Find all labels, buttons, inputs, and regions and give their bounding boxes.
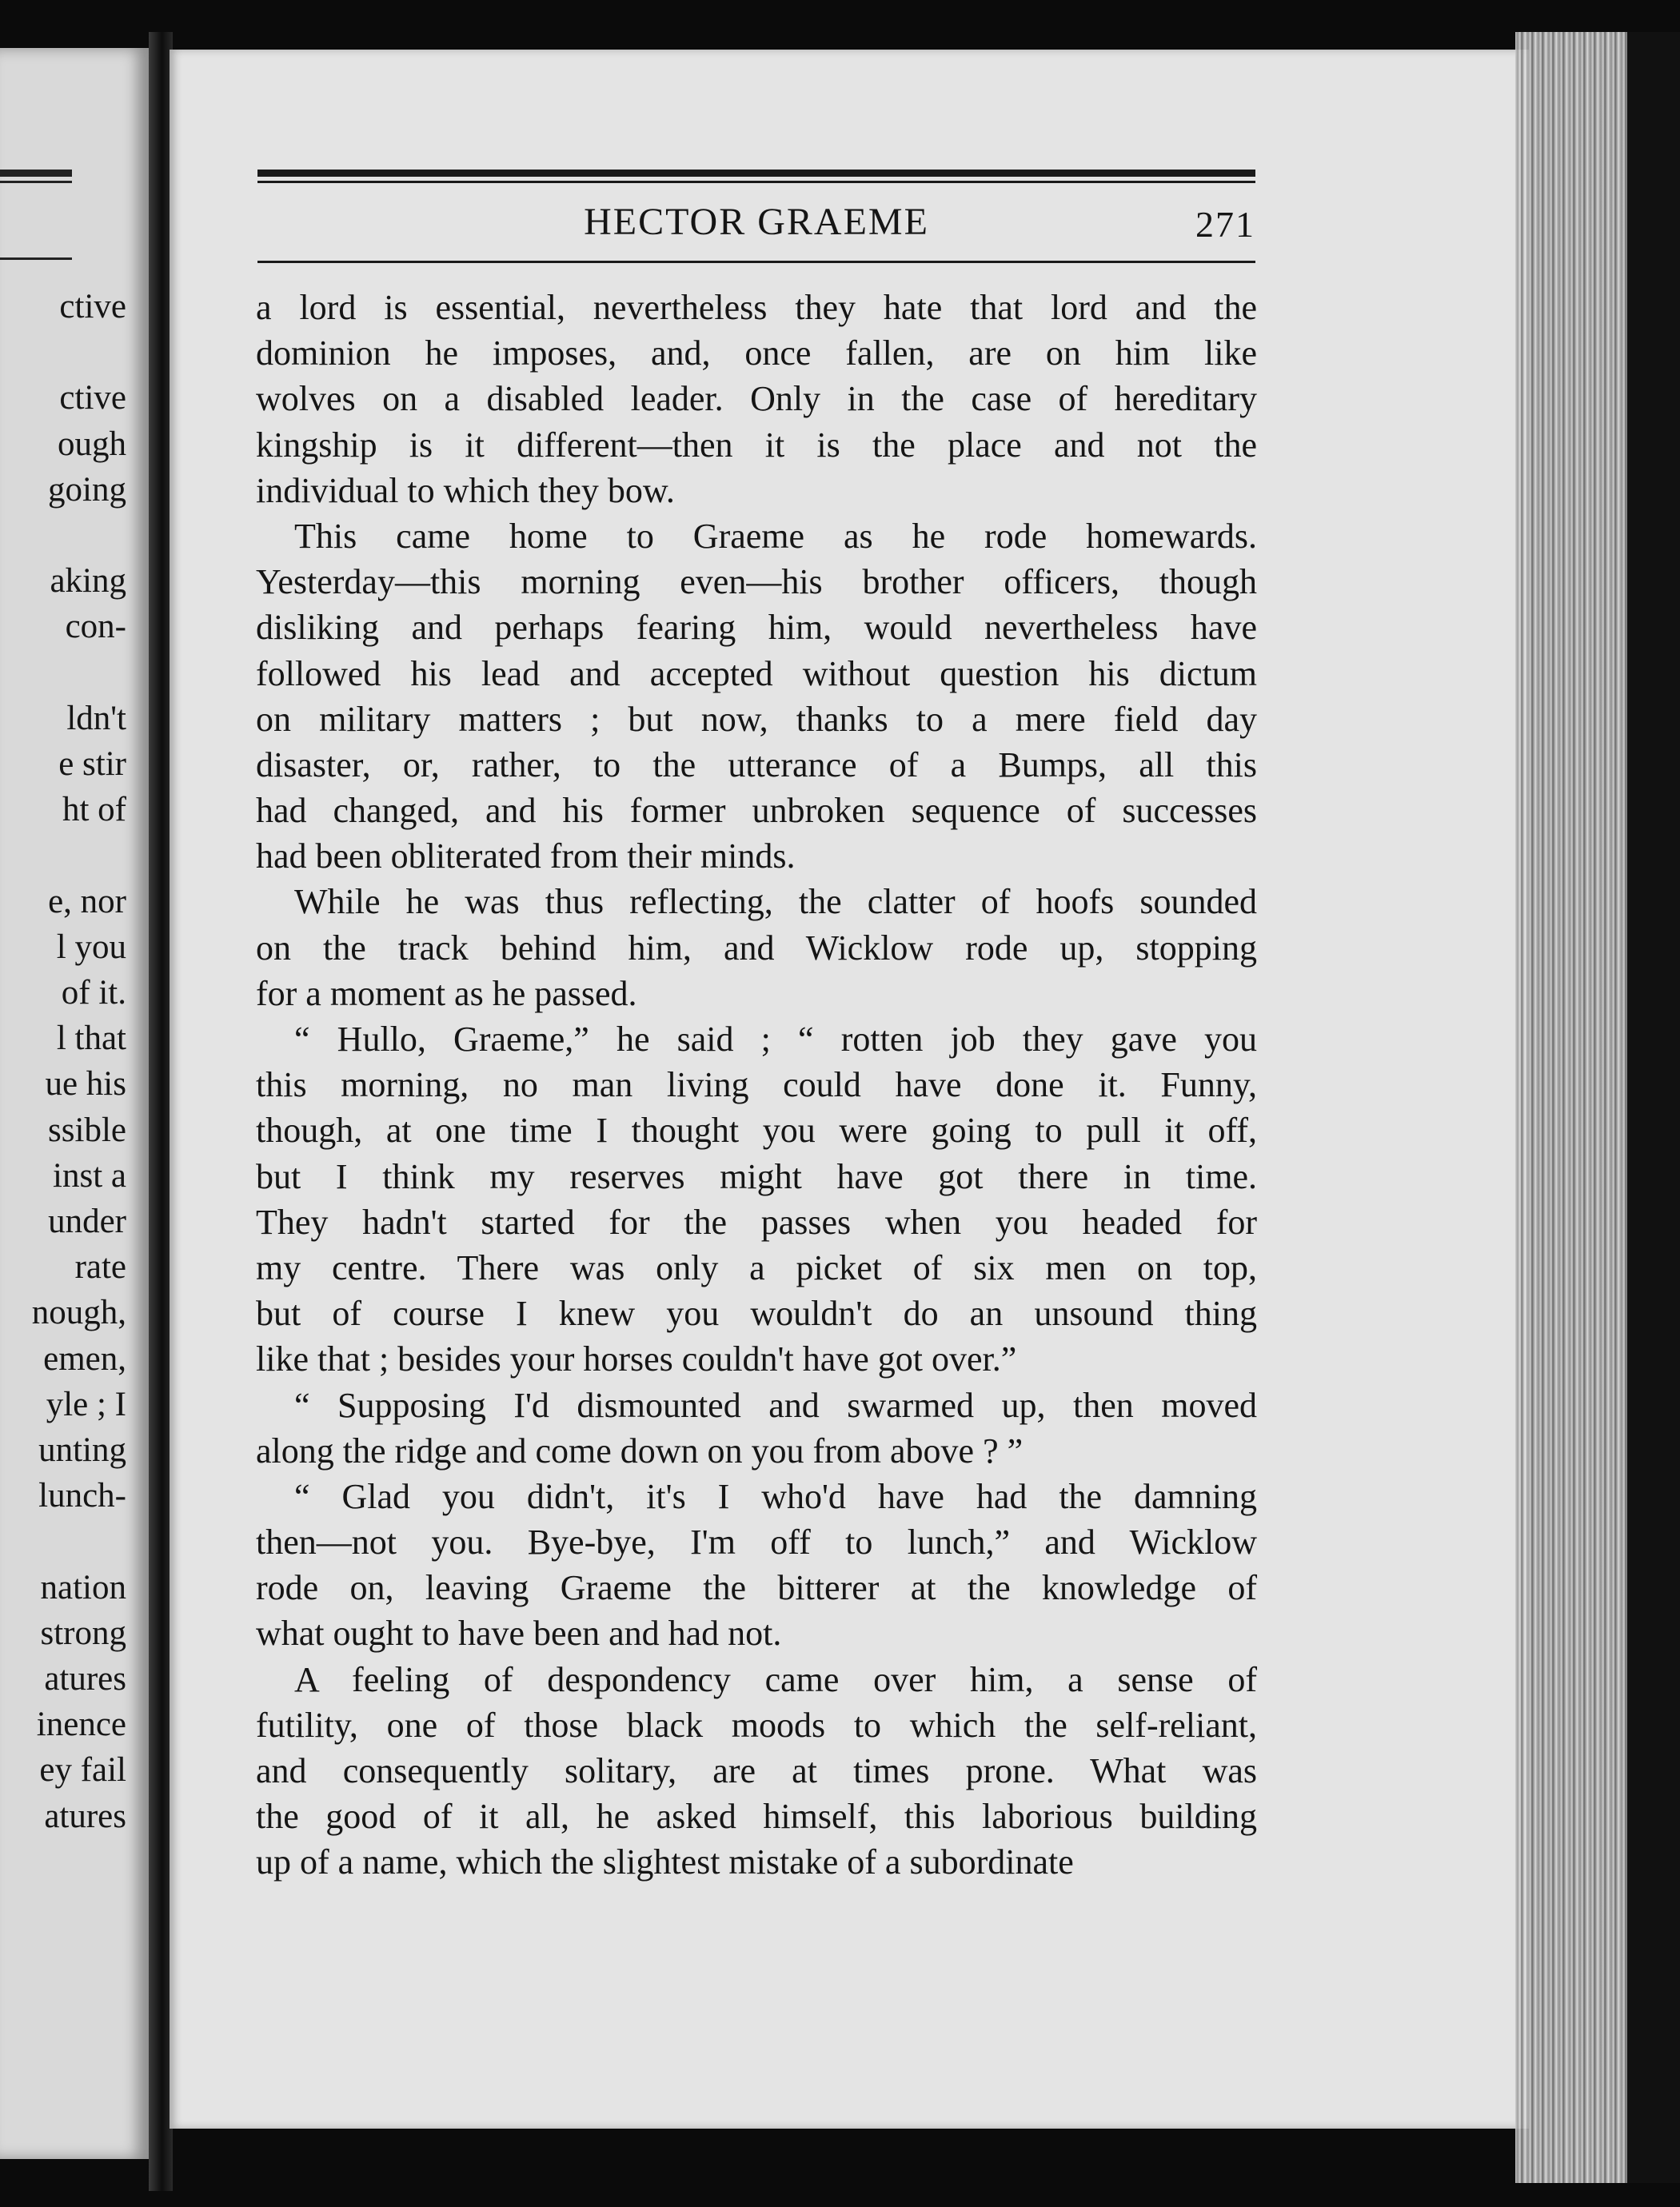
previous-page-fragment: ht of — [62, 791, 126, 829]
text-line: disliking and perhaps fearing him, would nevertheless have — [256, 608, 1257, 648]
text-line: along the ridge and come down on you from above ? ” — [256, 1431, 1024, 1471]
previous-page-fragment: e stir — [58, 745, 126, 783]
previous-page-fragment: atures — [44, 1660, 126, 1698]
header-rule-under — [257, 261, 1255, 263]
text-line: While he was thus reflecting, the clatter of hoofs sounded — [294, 882, 1257, 922]
running-head — [257, 200, 1255, 256]
text-line: though, at one time I thought you were going to pull it off, — [256, 1111, 1257, 1151]
text-line: but of course I knew you wouldn't do an unsound thing — [256, 1294, 1257, 1334]
previous-page-fragment: ey fail — [39, 1751, 126, 1790]
text-line: rode on, leaving Graeme the bitterer at the knowledge of — [256, 1568, 1257, 1608]
text-line: followed his lead and accepted without question his dictum — [256, 653, 1257, 693]
left-page-rule — [0, 170, 72, 177]
header-rule-thin — [257, 181, 1255, 183]
text-line: on military matters ; but now, thanks to a mere field day — [256, 699, 1257, 739]
background-edge — [1627, 32, 1680, 2183]
text-line: up of a name, which the slightest mistake of a subordinate — [256, 1842, 1074, 1882]
text-line: kingship is it different—then it is the place and not the — [256, 425, 1257, 465]
previous-page-fragment: of it. — [61, 974, 126, 1012]
previous-page-fragment: strong — [40, 1614, 126, 1652]
previous-page-fragment: nation — [40, 1568, 126, 1606]
left-page-rule — [0, 181, 72, 183]
previous-page-fragment: under — [48, 1203, 126, 1240]
previous-page-fragment: ctive — [59, 288, 126, 325]
previous-page-fragment: l that — [56, 1020, 126, 1058]
previous-page-fragment: going — [48, 470, 126, 509]
text-line: dominion he imposes, and, once fallen, are on him like — [256, 333, 1257, 373]
text-line: “ Hullo, Graeme,” he said ; “ rotten job they gave you — [294, 1020, 1257, 1059]
text-line: disaster, or, rather, to the utterance of a Bumps, all this — [256, 744, 1257, 784]
text-line: for a moment as he passed. — [256, 973, 637, 1013]
previous-page-fragment: emen, — [43, 1339, 126, 1378]
previous-page-fragment: e, nor — [48, 882, 126, 920]
previous-page-fragment: rate — [74, 1248, 126, 1287]
text-line: a lord is essential, nevertheless they hate that lord and the — [256, 288, 1257, 327]
text-line: “ Supposing I'd dismounted and swarmed up, then moved — [294, 1385, 1257, 1425]
previous-page-fragment: inence — [36, 1706, 126, 1744]
previous-page-edge — [0, 48, 149, 2159]
header-rule-thick — [257, 170, 1255, 177]
text-line: and consequently solitary, are at times prone. What was — [256, 1751, 1257, 1790]
text-line: had changed, and his former unbroken sequence of successes — [256, 791, 1257, 831]
text-line: This came home to Graeme as he rode homewards. — [294, 516, 1257, 556]
text-line: Yesterday—this morning even—his brother officers, though — [256, 562, 1257, 602]
text-line: A feeling of despondency came over him, a sense of — [294, 1659, 1257, 1699]
text-line: like that ; besides your horses couldn't have got over.” — [256, 1339, 1017, 1379]
text-line: futility, one of those black moods to which the self-reliant, — [256, 1705, 1257, 1745]
previous-page-fragment: ue his — [45, 1065, 126, 1104]
text-line: They hadn't started for the passes when you headed for — [256, 1202, 1257, 1242]
previous-page-fragment: con- — [65, 608, 126, 646]
previous-page-fragment: ssible — [48, 1111, 126, 1149]
page-body-text — [256, 285, 1257, 1886]
previous-page-fragment: aking — [50, 562, 126, 601]
previous-page-fragment: unting — [38, 1431, 126, 1469]
running-head-title: HECTOR GRAEME — [584, 201, 929, 243]
left-page-rule — [0, 257, 72, 260]
text-line: then—not you. Bye-bye, I'm off to lunch,” and Wicklow — [256, 1523, 1257, 1562]
previous-page-fragment: l you — [56, 928, 126, 966]
book-fore-edge — [1515, 32, 1627, 2183]
text-line: had been obliterated from their minds. — [256, 836, 796, 876]
previous-page-fragment: lunch- — [38, 1477, 126, 1515]
text-line: individual to which they bow. — [256, 470, 675, 510]
previous-page-fragment: ldn't — [66, 699, 126, 737]
previous-page-fragment: nough, — [31, 1294, 126, 1332]
text-line: the good of it all, he asked himself, this laborious building — [256, 1797, 1257, 1837]
text-line: on the track behind him, and Wicklow rode up, stopping — [256, 928, 1257, 968]
previous-page-fragment: yle ; I — [46, 1385, 126, 1423]
text-line: “ Glad you didn't, it's I who'd have had the damning — [294, 1476, 1257, 1516]
text-line: this morning, no man living could have done it. Funny, — [256, 1065, 1257, 1105]
text-line: wolves on a disabled leader. Only in the case of hereditary — [256, 379, 1257, 419]
previous-page-fragment: inst a — [53, 1156, 126, 1195]
text-line: my centre. There was only a picket of six men on top, — [256, 1247, 1257, 1287]
page-number: 271 — [1195, 204, 1255, 245]
previous-page-fragment: atures — [44, 1797, 126, 1835]
text-line: but I think my reserves might have got there in time. — [256, 1156, 1257, 1196]
previous-page-fragment: ctive — [59, 379, 126, 417]
previous-page-fragment: ough — [58, 425, 126, 463]
text-line: what ought to have been and had not. — [256, 1614, 782, 1654]
